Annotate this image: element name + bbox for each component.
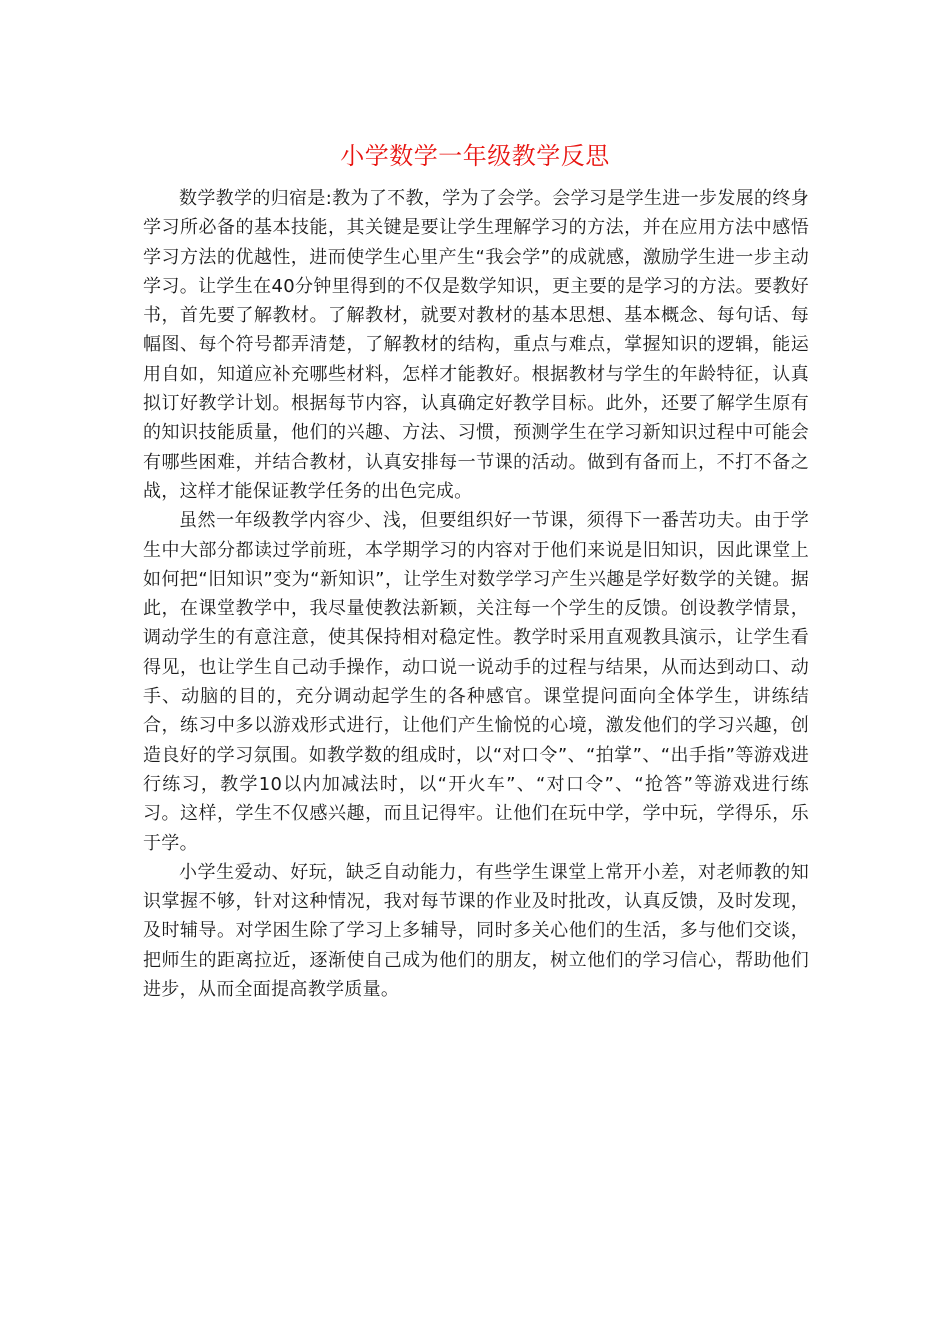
document-title: 小学数学一年级教学反思 [340, 142, 610, 170]
paragraph-2: 虽然一年级教学内容少、浅，但要组织好一节课，须得下一番苦功夫。由于学生中大部分都读过学前班，本学期学习的内容对于他们来说是旧知识，因此课堂上如何把“旧知识”变为“新知识”，让学生对数学学习产生兴趣是学好数学的关键。据此，在课堂教学中，我尽量使教法新颖，关注每一个学生的反馈。创设教学情景，调动学生的有意注意，使其保持相对稳定性。教学时采用直观教具演示，让学生看得见，也让学生自己动手操作，动口说一说动手的过程与结果，从而达到动口、动手、动脑的目的，充分调动起学生的各种感官。课堂提问面向全体学生，讲练结合，练习中多以游戏形式进行，让他们产生愉悦的心境，激发他们的学习兴趣，创造良好的学习氛围。如教学数的组成时，以“对口令”、“拍掌”、“出手指”等游戏进行练习，教学10以内加减法时，以“开火车”、“对口令”、“抢答”等游戏进行练习。这样，学生不仅感兴趣，而且记得牢。让他们在玩中学，学中玩，学得乐，乐于学。 [143, 510, 809, 854]
document-body [143, 184, 809, 1004]
paragraph-1: 数学教学的归宿是:教为了不教，学为了会学。会学习是学生进一步发展的终身学习所必备的基本技能，其关键是要让学生理解学习的方法，并在应用方法中感悟学习方法的优越性，进而使学生心里产生“我会学”的成就感，激励学生进一步主动学习。让学生在40分钟里得到的不仅是数学知识，更主要的是学习的方法。要教好书，首先要了解教材。了解教材，就要对教材的基本思想、基本概念、每句话、每幅图、每个符号都弄清楚，了解教材的结构，重点与难点，掌握知识的逻辑，能运用自如，知道应补充哪些材料，怎样才能教好。根据教材与学生的年龄特征，认真拟订好教学计划。根据每节内容，认真确定好教学目标。此外，还要了解学生原有的知识技能质量，他们的兴趣、方法、习惯，预测学生在学习新知识过程中可能会有哪些困难，并结合教材，认真安排每一节课的活动。做到有备而上，不打不备之战，这样才能保证教学任务的出色完成。 [143, 188, 809, 502]
paragraph-3: 小学生爱动、好玩，缺乏自动能力，有些学生课堂上常开小差，对老师教的知识掌握不够，针对这种情况，我对每节课的作业及时批改，认真反馈，及时发现，及时辅导。对学困生除了学习上多辅导，同时多关心他们的生活，多与他们交谈，把师生的距离拉近，逐渐使自己成为他们的朋友，树立他们的学习信心，帮助他们进步，从而全面提高教学质量。 [143, 861, 809, 1001]
